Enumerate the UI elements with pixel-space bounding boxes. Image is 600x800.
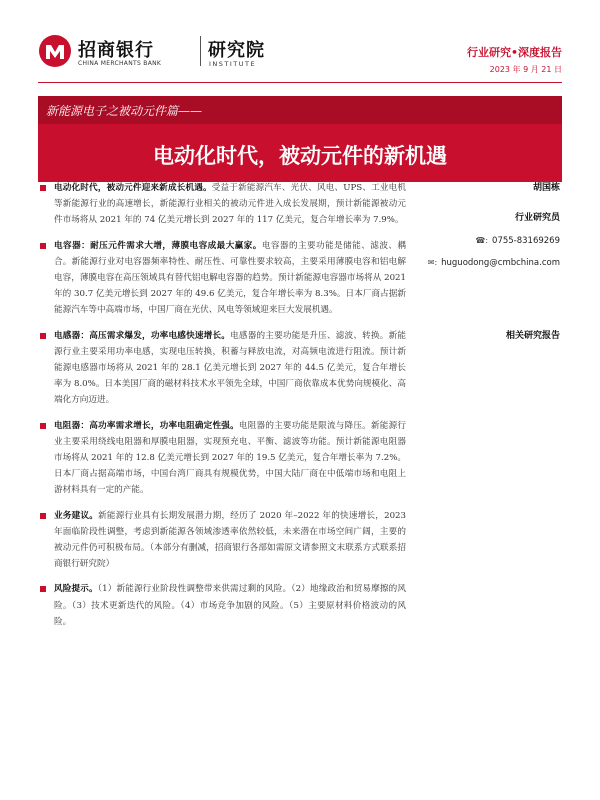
analyst-email bbox=[428, 258, 560, 268]
paragraph-lead: 电阻器：高功率需求增长，功率电阻确定性强。 bbox=[54, 420, 239, 431]
bullet-icon bbox=[40, 185, 46, 191]
summary-paragraph bbox=[40, 180, 406, 229]
email-icon: ✉: bbox=[427, 258, 438, 267]
cmb-logo-icon bbox=[38, 34, 72, 68]
bullet-icon bbox=[40, 586, 46, 592]
analyst-name: 胡国栋 bbox=[532, 183, 560, 193]
paragraph-text: 电感器的主要功能是升压、滤波、转换。新能源行业主要采用功率电感，实现电压转换，积蓄与释放电流，对高频电流进行阻流。预计新能源电感器市场将从 2021 年的 28.1 亿美元增长到 2027 年的 44.5 亿美元，复合年增长率为 8.0%。日本美国厂商的磁材料技术水平领先全球，中国厂商依靠成本优势向规模化、高端化方向迈进。 bbox=[54, 330, 406, 406]
report-date: 2023 年 9 月 21 日 bbox=[489, 65, 562, 74]
title-band bbox=[38, 96, 562, 182]
phone-number: 0755-83169269 bbox=[492, 236, 560, 246]
bullet-icon bbox=[40, 243, 46, 249]
paragraph-text: 受益于新能源汽车、光伏、风电、UPS、工业电机等新能源行业的高速增长，新能源行业相关的被动元件进入成长发展期，预计新能源被动元件市场将从 2021 年的 74 亿美元增长到 2027 年的 117 亿美元，复合年增长率为 7.9%。 bbox=[54, 183, 406, 226]
bullet-icon bbox=[40, 423, 46, 429]
analyst-phone bbox=[475, 236, 560, 246]
paragraph-text: 电阻器的主要功能是限流与降压。新能源行业主要采用绕线电阻器和厚膜电阻器，实现预充电、平衡、滤波等功能。预计新能源电阻器市场将从 2021 年的 12.8 亿美元增长到 2027 年的 19.5 亿美元，复合年增长率为 7.2%。日本厂商占据高端市场，中国台湾厂商具有规模优势，中国大陆厂商在中低端市场和电阻上游材料具有一定的产能。 bbox=[54, 420, 406, 496]
analyst-title: 行业研究员 bbox=[514, 213, 560, 223]
paragraph-lead: 风险提示。 bbox=[54, 584, 98, 595]
institute-name-cn: 研究院 bbox=[208, 40, 265, 61]
paragraph-text: （1）新能源行业阶段性调整带来供需过剩的风险。（2）地缘政治和贸易摩擦的风险。（3）技术更新迭代的风险。（4）市场竞争加剧的风险。（5）主要原材料价格波动的风险。 bbox=[54, 584, 406, 627]
email-address[interactable]: huguodong@cmbchina.com bbox=[441, 258, 560, 268]
summary-paragraph bbox=[40, 508, 406, 573]
summary-paragraph bbox=[40, 238, 406, 319]
paragraph-lead: 业务建议。 bbox=[54, 510, 99, 521]
paragraph-lead: 电动化时代，被动元件迎来新成长机遇。 bbox=[54, 183, 212, 193]
institute-name-en: INSTITUTE bbox=[209, 60, 257, 68]
summary-paragraph bbox=[40, 328, 406, 409]
paragraph-lead: 电感器：高压需求爆发，功率电感快速增长。 bbox=[54, 330, 231, 341]
bullet-icon bbox=[40, 513, 46, 519]
bullet-icon bbox=[40, 333, 46, 339]
paragraph-text: 电容器的主要功能是储能、滤波、耦合。新能源行业对电容器频率特性、耐压性、可靠性要求较高，主要采用薄膜电容和铝电解电容，薄膜电容在高压领域具有替代铝电解电容器的趋势。预计新能源电容器市场将从 2021 年的 30.7 亿美元增长到 2027 年的 49.6 亿美元，复合年增长率为 8.3%。日本厂商占据新能源汽车等中高端市场，中国厂商在光伏、风电等领域迎来巨大发展机遇。 bbox=[54, 240, 406, 316]
series-title: 新能源电子之被动元件篇—— bbox=[46, 104, 203, 118]
summary-paragraph bbox=[40, 581, 406, 630]
header-divider bbox=[38, 82, 562, 83]
logo-divider bbox=[200, 36, 201, 66]
report-type: 行业研究•深度报告 bbox=[466, 46, 562, 59]
summary-content bbox=[40, 180, 406, 639]
paragraph-text: 新能源行业具有长期发展潜力期，经历了 2020 年–2022 年的快速增长，2023 年面临阶段性调整，考虑到新能源各领域渗透率依然较低，未来潜在市场空间广阔，主要的被动元件仍可积极布局。（本部分有删减，招商银行各部如需原文请参照文末联系方式联系招商银行研究院） bbox=[54, 510, 406, 570]
page-title: 电动化时代，被动元件的新机遇 bbox=[153, 143, 447, 168]
report-header bbox=[38, 34, 562, 84]
paragraph-lead: 电容器：耐压元件需求大增，薄膜电容成最大赢家。 bbox=[54, 240, 262, 251]
summary-paragraph bbox=[40, 418, 406, 499]
series-bar bbox=[38, 96, 562, 124]
related-reports-heading: 相关研究报告 bbox=[505, 331, 560, 341]
phone-icon: ☎: bbox=[475, 236, 489, 245]
bank-name-cn: 招商银行 bbox=[78, 40, 154, 61]
bank-name-en: CHINA MERCHANTS BANK bbox=[78, 60, 162, 67]
